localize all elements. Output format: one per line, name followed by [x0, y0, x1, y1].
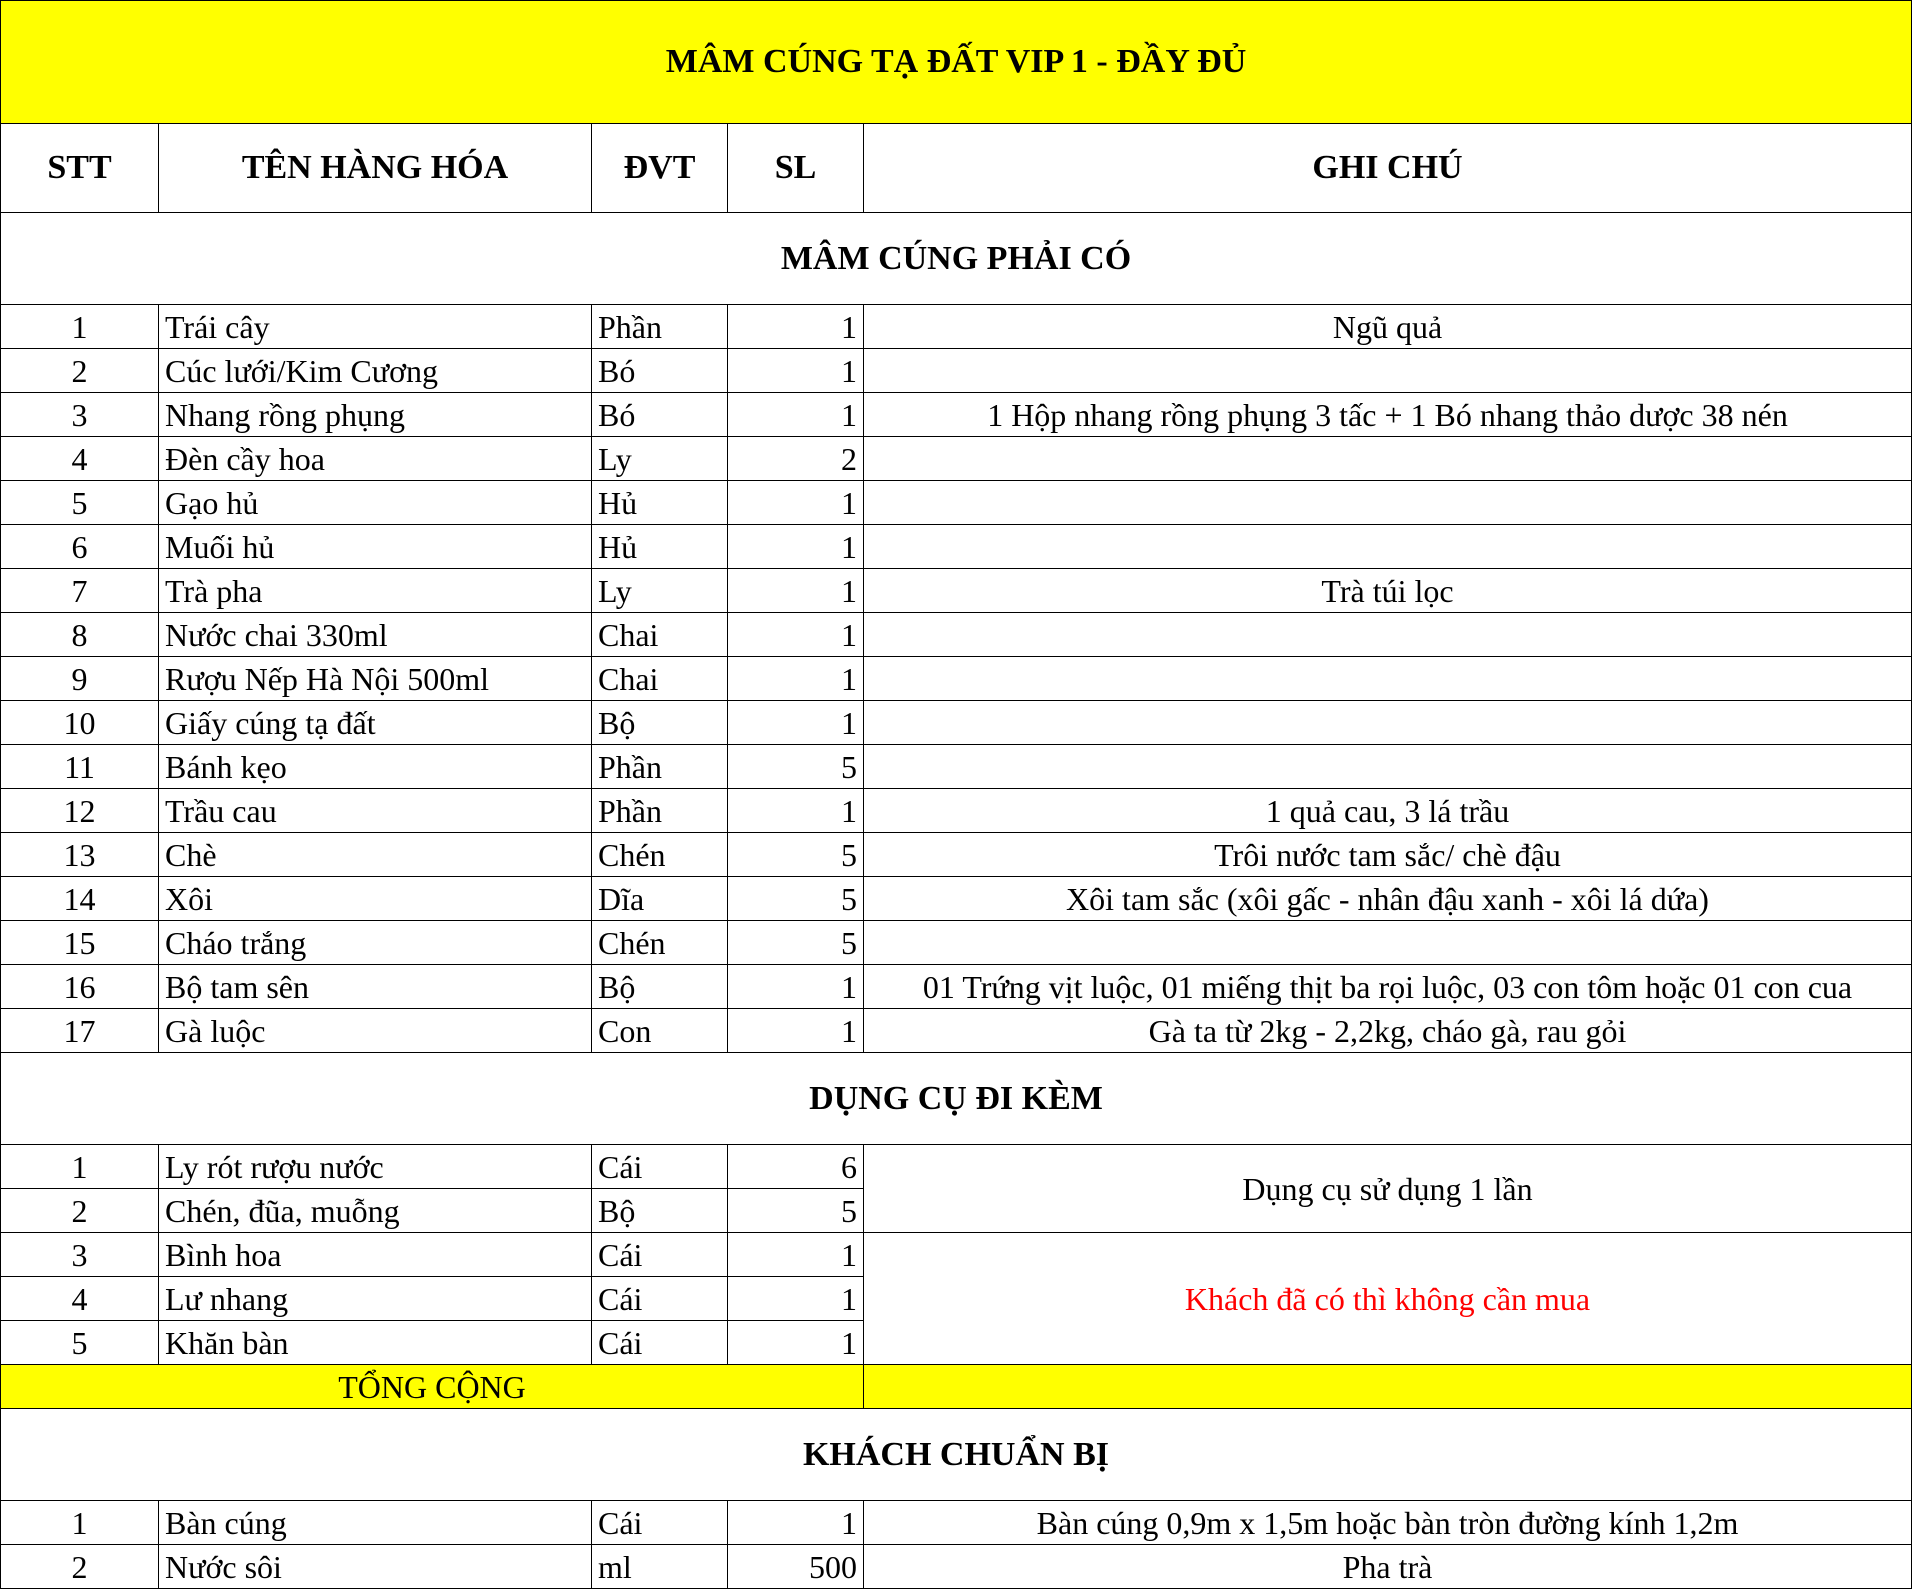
row-qty: 6	[728, 1145, 864, 1189]
row-unit: Cái	[592, 1321, 728, 1365]
header-unit: ĐVT	[592, 124, 728, 213]
table-row	[1, 569, 1912, 613]
header-name: TÊN HÀNG HÓA	[159, 124, 592, 213]
row-note	[864, 701, 1912, 745]
row-name: Trà pha	[159, 569, 592, 613]
row-note	[864, 525, 1912, 569]
row-note: Trôi nước tam sắc/ chè đậu	[864, 833, 1912, 877]
row-name: Ly rót rượu nước	[159, 1145, 592, 1189]
row-stt: 10	[1, 701, 159, 745]
row-qty: 1	[728, 1233, 864, 1277]
table-row	[1, 1545, 1912, 1589]
table-row	[1, 481, 1912, 525]
row-unit: Bộ	[592, 965, 728, 1009]
row-qty: 1	[728, 1277, 864, 1321]
row-name: Rượu Nếp Hà Nội 500ml	[159, 657, 592, 701]
row-unit: ml	[592, 1545, 728, 1589]
row-stt: 8	[1, 613, 159, 657]
row-name: Nhang rồng phụng	[159, 393, 592, 437]
total-row	[1, 1365, 1912, 1409]
row-name: Cháo trắng	[159, 921, 592, 965]
row-stt: 2	[1, 349, 159, 393]
row-note: Bàn cúng 0,9m x 1,5m hoặc bàn tròn đường kính 1,2m	[864, 1501, 1912, 1545]
table-row	[1, 1145, 1912, 1189]
table-title: MÂM CÚNG TẠ ĐẤT VIP 1 - ĐẦY ĐỦ	[1, 1, 1912, 124]
title-row	[1, 1, 1912, 124]
table-row	[1, 437, 1912, 481]
row-unit: Ly	[592, 437, 728, 481]
row-stt: 15	[1, 921, 159, 965]
row-unit: Con	[592, 1009, 728, 1053]
row-stt: 1	[1, 1145, 159, 1189]
table-row	[1, 657, 1912, 701]
row-note: 1 quả cau, 3 lá trầu	[864, 789, 1912, 833]
header-note: GHI CHÚ	[864, 124, 1912, 213]
row-note: Pha trà	[864, 1545, 1912, 1589]
row-unit: Chén	[592, 921, 728, 965]
row-unit: Bộ	[592, 1189, 728, 1233]
row-stt: 12	[1, 789, 159, 833]
row-note: Trà túi lọc	[864, 569, 1912, 613]
row-stt: 5	[1, 481, 159, 525]
note-optional: Khách đã có thì không cần mua	[864, 1233, 1912, 1365]
row-unit: Chai	[592, 657, 728, 701]
row-unit: Phần	[592, 745, 728, 789]
row-stt: 9	[1, 657, 159, 701]
row-unit: Hủ	[592, 525, 728, 569]
row-unit: Dĩa	[592, 877, 728, 921]
row-unit: Cái	[592, 1145, 728, 1189]
row-note: Ngũ quả	[864, 305, 1912, 349]
row-qty: 1	[728, 1501, 864, 1545]
table-row	[1, 833, 1912, 877]
section-row	[1, 1409, 1912, 1501]
table-row	[1, 349, 1912, 393]
row-qty: 1	[728, 1009, 864, 1053]
row-unit: Ly	[592, 569, 728, 613]
row-qty: 1	[728, 349, 864, 393]
row-stt: 2	[1, 1545, 159, 1589]
row-name: Gạo hủ	[159, 481, 592, 525]
row-stt: 1	[1, 305, 159, 349]
row-qty: 5	[728, 1189, 864, 1233]
total-label: TỔNG CỘNG	[1, 1365, 864, 1409]
table-row	[1, 789, 1912, 833]
row-name: Bàn cúng	[159, 1501, 592, 1545]
row-unit: Phần	[592, 789, 728, 833]
row-qty: 1	[728, 965, 864, 1009]
row-name: Chén, đũa, muỗng	[159, 1189, 592, 1233]
row-note: 01 Trứng vịt luộc, 01 miếng thịt ba rọi luộc, 03 con tôm hoặc 01 con cua	[864, 965, 1912, 1009]
row-note: 1 Hộp nhang rồng phụng 3 tấc + 1 Bó nhang thảo dược 38 nén	[864, 393, 1912, 437]
section-title-required: MÂM CÚNG PHẢI CÓ	[1, 213, 1912, 305]
row-stt: 4	[1, 1277, 159, 1321]
row-name: Trái cây	[159, 305, 592, 349]
header-qty: SL	[728, 124, 864, 213]
table-row	[1, 877, 1912, 921]
row-qty: 1	[728, 525, 864, 569]
row-qty: 1	[728, 613, 864, 657]
row-name: Nước sôi	[159, 1545, 592, 1589]
row-qty: 1	[728, 305, 864, 349]
row-qty: 5	[728, 833, 864, 877]
total-value	[864, 1365, 1912, 1409]
row-unit: Bó	[592, 393, 728, 437]
row-note	[864, 613, 1912, 657]
row-note: Gà ta từ 2kg - 2,2kg, cháo gà, rau gỏi	[864, 1009, 1912, 1053]
table-row	[1, 393, 1912, 437]
row-name: Nước chai 330ml	[159, 613, 592, 657]
row-unit: Bó	[592, 349, 728, 393]
row-unit: Chai	[592, 613, 728, 657]
row-name: Bánh kẹo	[159, 745, 592, 789]
table-row	[1, 745, 1912, 789]
row-unit: Chén	[592, 833, 728, 877]
row-note: Xôi tam sắc (xôi gấc - nhân đậu xanh - xôi lá dứa)	[864, 877, 1912, 921]
row-name: Đèn cầy hoa	[159, 437, 592, 481]
row-stt: 16	[1, 965, 159, 1009]
row-qty: 1	[728, 789, 864, 833]
row-unit: Cái	[592, 1501, 728, 1545]
row-qty: 5	[728, 877, 864, 921]
row-note	[864, 921, 1912, 965]
row-stt: 2	[1, 1189, 159, 1233]
row-qty: 500	[728, 1545, 864, 1589]
row-stt: 5	[1, 1321, 159, 1365]
row-stt: 13	[1, 833, 159, 877]
row-stt: 7	[1, 569, 159, 613]
row-note	[864, 481, 1912, 525]
table-row	[1, 525, 1912, 569]
row-name: Muối hủ	[159, 525, 592, 569]
row-name: Xôi	[159, 877, 592, 921]
row-qty: 1	[728, 657, 864, 701]
row-stt: 14	[1, 877, 159, 921]
row-name: Khăn bàn	[159, 1321, 592, 1365]
table-row	[1, 305, 1912, 349]
row-qty: 1	[728, 1321, 864, 1365]
row-name: Bình hoa	[159, 1233, 592, 1277]
header-stt: STT	[1, 124, 159, 213]
row-name: Trầu cau	[159, 789, 592, 833]
note-disposable: Dụng cụ sử dụng 1 lần	[864, 1145, 1912, 1233]
row-stt: 3	[1, 393, 159, 437]
row-note	[864, 349, 1912, 393]
row-unit: Bộ	[592, 701, 728, 745]
table-row	[1, 921, 1912, 965]
table-row	[1, 1233, 1912, 1277]
row-stt: 6	[1, 525, 159, 569]
section-title-tools: DỤNG CỤ ĐI KÈM	[1, 1053, 1912, 1145]
table-row	[1, 1501, 1912, 1545]
row-unit: Hủ	[592, 481, 728, 525]
row-stt: 11	[1, 745, 159, 789]
row-qty: 1	[728, 569, 864, 613]
section-row	[1, 213, 1912, 305]
header-row	[1, 124, 1912, 213]
table-row	[1, 965, 1912, 1009]
section-row	[1, 1053, 1912, 1145]
table-row	[1, 701, 1912, 745]
row-qty: 2	[728, 437, 864, 481]
row-qty: 1	[728, 393, 864, 437]
row-stt: 3	[1, 1233, 159, 1277]
row-unit: Cái	[592, 1233, 728, 1277]
row-stt: 4	[1, 437, 159, 481]
row-unit: Cái	[592, 1277, 728, 1321]
row-name: Cúc lưới/Kim Cương	[159, 349, 592, 393]
table-row	[1, 613, 1912, 657]
section-title-customer: KHÁCH CHUẨN BỊ	[1, 1409, 1912, 1501]
row-name: Giấy cúng tạ đất	[159, 701, 592, 745]
row-note	[864, 745, 1912, 789]
row-name: Bộ tam sên	[159, 965, 592, 1009]
row-qty: 1	[728, 481, 864, 525]
row-note	[864, 437, 1912, 481]
row-qty: 5	[728, 745, 864, 789]
table-row	[1, 1009, 1912, 1053]
row-stt: 1	[1, 1501, 159, 1545]
row-stt: 17	[1, 1009, 159, 1053]
row-note	[864, 657, 1912, 701]
row-name: Lư nhang	[159, 1277, 592, 1321]
row-name: Gà luộc	[159, 1009, 592, 1053]
row-qty: 5	[728, 921, 864, 965]
row-name: Chè	[159, 833, 592, 877]
row-qty: 1	[728, 701, 864, 745]
row-unit: Phần	[592, 305, 728, 349]
